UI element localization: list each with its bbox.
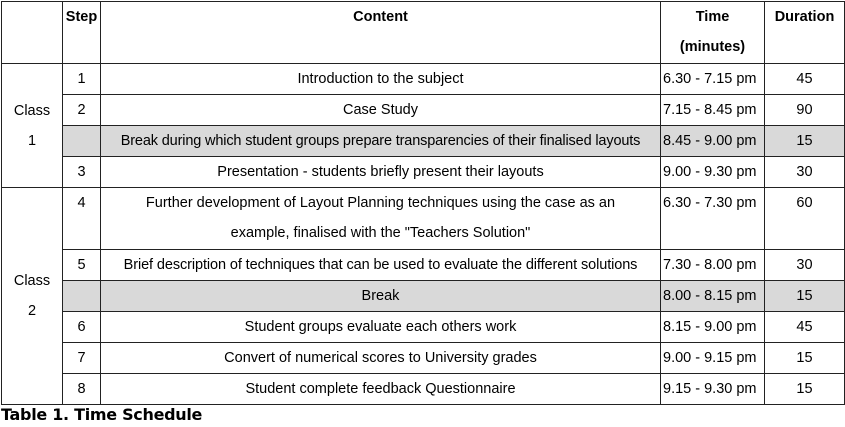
duration-cell: 15 [765, 374, 845, 405]
duration-cell: 15 [765, 126, 845, 157]
duration-cell: 30 [765, 157, 845, 188]
step-cell: 3 [63, 157, 101, 188]
step-cell: 6 [63, 312, 101, 343]
table-header-row [2, 2, 845, 64]
time-cell: 8.15 - 9.00 pm [661, 312, 765, 343]
content-cell: Brief description of techniques that can be used to evaluate the different solutions [101, 250, 661, 281]
table-row [2, 188, 845, 250]
content-cell: Presentation - students briefly present their layouts [101, 157, 661, 188]
step-cell: 1 [63, 64, 101, 95]
class-2-label-text: Class [13, 273, 51, 289]
table-caption: Table 1. Time Schedule [1, 405, 203, 424]
table-row [2, 250, 845, 281]
table-row [2, 157, 845, 188]
duration-cell: 90 [765, 95, 845, 126]
duration-cell: 15 [765, 343, 845, 374]
step-cell [63, 126, 101, 157]
table-row [2, 374, 845, 405]
step-cell: 7 [63, 343, 101, 374]
header-time [661, 2, 765, 64]
content-cell: Introduction to the subject [101, 64, 661, 95]
duration-cell: 45 [765, 312, 845, 343]
table-row [2, 95, 845, 126]
step-cell: 5 [63, 250, 101, 281]
content-line-2: example, finalised with the "Teachers Solution" [230, 225, 531, 241]
content-cell: Convert of numerical scores to University grades [101, 343, 661, 374]
table-row [2, 312, 845, 343]
step-cell: 2 [63, 95, 101, 126]
class-1-label [2, 64, 63, 188]
header-content: Content [101, 2, 661, 64]
content-cell: Student groups evaluate each others work [101, 312, 661, 343]
time-schedule-table [1, 1, 845, 405]
duration-cell: 30 [765, 250, 845, 281]
time-cell: 6.30 - 7.15 pm [661, 64, 765, 95]
class-2-number: 2 [27, 303, 37, 319]
duration-cell: 15 [765, 281, 845, 312]
step-cell: 8 [63, 374, 101, 405]
class-2-label [2, 188, 63, 405]
time-cell: 7.30 - 8.00 pm [661, 250, 765, 281]
class-1-label-text: Class [13, 102, 51, 119]
content-cell: Break [101, 281, 661, 312]
header-duration: Duration [765, 2, 845, 64]
time-cell: 9.15 - 9.30 pm [661, 374, 765, 405]
time-cell: 8.45 - 9.00 pm [661, 126, 765, 157]
duration-cell: 45 [765, 64, 845, 95]
time-cell: 9.00 - 9.30 pm [661, 157, 765, 188]
time-cell: 9.00 - 9.15 pm [661, 343, 765, 374]
break-row [2, 126, 845, 157]
content-cell: Break during which student groups prepare transparencies of their finalised layouts [101, 126, 661, 157]
step-cell: 4 [63, 188, 101, 250]
table-row [2, 64, 845, 95]
content-cell: Case Study [101, 95, 661, 126]
content-line-1: Further development of Layout Planning techniques using the case as an [145, 195, 616, 211]
header-step: Step [63, 2, 101, 64]
time-cell: 8.00 - 8.15 pm [661, 281, 765, 312]
step-cell [63, 281, 101, 312]
content-cell: Student complete feedback Questionnaire [101, 374, 661, 405]
break-row [2, 281, 845, 312]
time-cell: 7.15 - 8.45 pm [661, 95, 765, 126]
time-cell: 6.30 - 7.30 pm [661, 188, 765, 250]
duration-cell: 60 [765, 188, 845, 250]
content-cell [101, 188, 661, 250]
header-class [2, 2, 63, 64]
table-row [2, 343, 845, 374]
class-1-number: 1 [27, 132, 37, 149]
header-time-line2: (minutes) [679, 39, 746, 55]
header-time-line1: Time [695, 9, 730, 25]
